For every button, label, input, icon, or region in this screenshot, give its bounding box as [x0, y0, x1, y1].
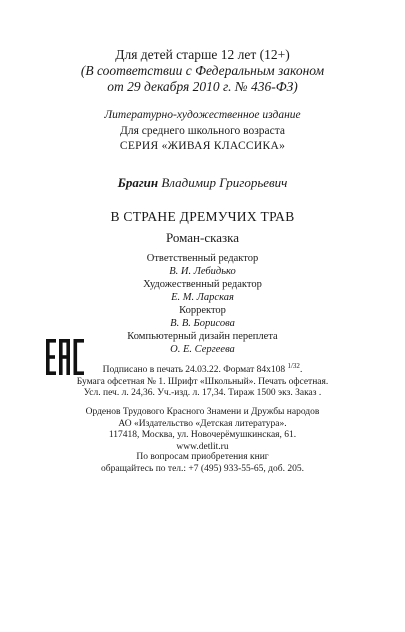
publisher-name: АО «Издательство «Детская литература».: [118, 418, 287, 429]
imprint-signed: Подписано в печать 24.03.22. Формат 84x108: [102, 365, 288, 376]
age-rating-block: [0, 47, 405, 95]
print-imprint: [0, 361, 405, 400]
credit-name: О. Е. Сергеева: [170, 343, 235, 355]
law-reference-line: (В соответствии с Федеральным законом: [80, 63, 325, 78]
age-rating-line: Для детей старше 12 лет (12+): [115, 47, 290, 62]
author-surname: Брагин: [117, 175, 159, 190]
imprint-line: [0, 361, 405, 377]
credit-role: Ответственный редактор: [146, 253, 259, 264]
credit-name: В. И. Лебидько: [169, 265, 236, 277]
publisher-order: Орденов Трудового Красного Знамени и Дружбы народов: [85, 407, 320, 417]
book-title: В СТРАНЕ ДРЕМУЧИХ ТРАВ: [110, 209, 295, 224]
publisher-address: 117418, Москва, ул. Новочерёмушкинская, 61.: [108, 430, 297, 441]
author-line: [0, 175, 405, 191]
credit-entry: [0, 253, 405, 279]
credit-entry: [0, 279, 405, 305]
orders-line: По вопросам приобретения книг: [136, 452, 269, 462]
credit-name: В. В. Борисова: [170, 317, 235, 329]
imprint-format-fraction: 1/32: [287, 362, 300, 370]
credit-name: Е. М. Ларская: [171, 291, 234, 303]
target-audience: Для среднего школьного возраста: [120, 124, 285, 137]
credit-entry: [0, 305, 405, 331]
book-subtitle: Роман-сказка: [165, 230, 240, 245]
imprint-period: .: [299, 365, 303, 376]
orders-phone: обращайтесь по тел.: +7 (495) 933-55-65, доб. 205.: [101, 463, 304, 474]
author-given-names: Владимир Григорьевич: [161, 175, 288, 190]
imprint-line: Усл. печ. л. 24,36. Уч.-изд. л. 17,34. Тираж 1500 экз. Заказ .: [83, 388, 322, 399]
publisher-website: www.detlit.ru: [176, 441, 229, 452]
publisher-block: [0, 407, 405, 453]
credit-role: Художественный редактор: [143, 279, 262, 290]
credit-role: Корректор: [179, 305, 226, 316]
credit-role: Компьютерный дизайн переплета: [127, 331, 278, 342]
orders-contact-block: [0, 452, 405, 475]
edition-type: Литературно-художественное издание: [104, 109, 301, 121]
law-date-line: от 29 декабря 2010 г. № 436-ФЗ): [107, 79, 298, 94]
series-name: СЕРИЯ «ЖИВАЯ КЛАССИКА»: [119, 140, 286, 152]
edition-info-block: [0, 108, 405, 155]
imprint-line: Бумага офсетная № 1. Шрифт «Школьный». Печать офсетная.: [76, 376, 329, 387]
